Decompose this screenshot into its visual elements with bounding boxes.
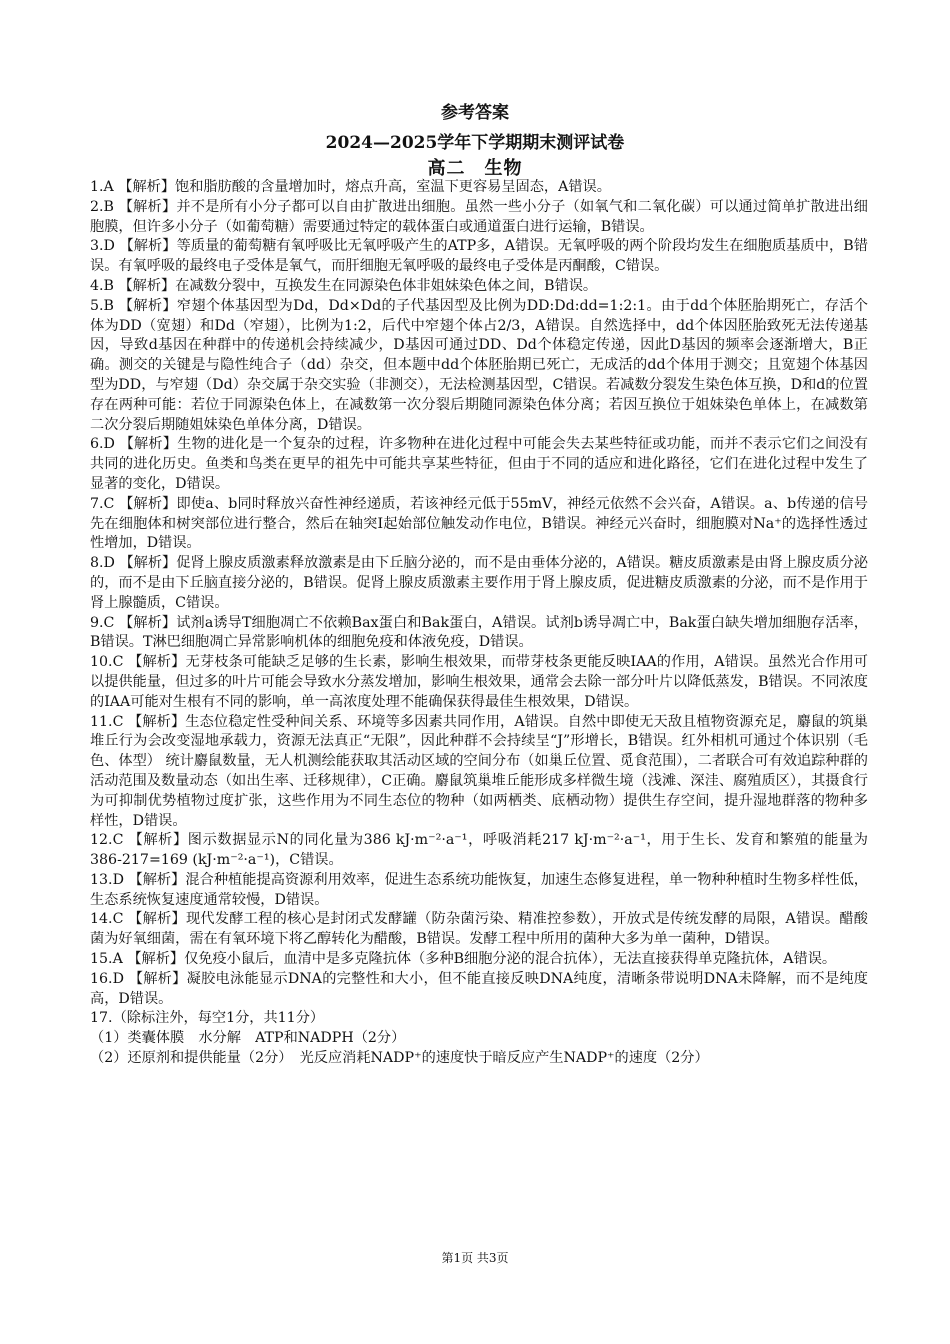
answer-17-part-1: （1）类囊体膜 水分解 ATP和NADPH（2分） — [90, 1030, 406, 1047]
answer-14: 14.C 【解析】现代发酵工程的核心是封闭式发酵罐（防杂菌污染、精准控参数），开放式是传统发酵的局限，A错误。醋酸菌为好氧细菌，需在有氧环境下将乙醇转化为醋酸，B错误。发酵工程中所用的菌种大多为单一菌种，D错误。 — [90, 911, 868, 948]
answer-17-part-2: （2）还原剂和提供能量（2分） 光反应消耗NADP⁺的速度快于暗反应产生NADP⁺的速度（2分） — [90, 1050, 709, 1067]
answer-2: 2.B 【解析】并不是所有小分子都可以自由扩散进出细胞。虽然一些小分子（如氧气和二氧化碳）可以通过简单扩散进出细胞膜，但许多小分子（如葡萄糖）需要通过特定的载体蛋白或通道蛋白进行运输，B错误。 — [90, 198, 868, 235]
grade-subject: 高二 生物 — [427, 158, 523, 179]
answer-13: 13.D 【解析】混合种植能提高资源利用效率，促进生态系统功能恢复，加速生态修复进程，单一物种种植时生物多样性低，生态系统恢复速度通常较慢，D错误。 — [90, 871, 868, 908]
answer-8: 8.D 【解析】促肾上腺皮质激素释放激素是由下丘脑分泌的，而不是由垂体分泌的，A错误。糖皮质激素是由肾上腺皮质分泌的，而不是由下丘脑直接分泌的，B错误。促肾上腺皮质激素主要作用于肾上腺皮质，促进糖皮质激素的分泌，而不是作用于肾上腺髓质，C错误。 — [90, 555, 868, 611]
answer-5: 5.B 【解析】窄翅个体基因型为Dd，Dd×Dd的子代基因型及比例为DD:Dd:dd=1:2:1。由于dd个体胚胎期死亡，存活个体为DD（宽翅）和Dd（窄翅），比例为1:2，后代中窄翅个体占2/3，A错误。自然选择中，dd个体因胚胎致死无法传递基因，导致d基因在种群中的传递机会持续减少，D基因可通过DD、Dd个体稳定传递，因此D基因的频率会逐渐增大，B正确。测交的关键是与隐性纯合子（dd）杂交，但本题中dd个体胚胎期已死亡，无成活的dd个体用于测交；且宽翅个体基因型为DD，与窄翅（Dd）杂交属于杂交实验（非测交），无法检测基因型，C错误。若减数分裂发生染色体互换，D和d的位置存在两种可能：若位于同源染色体上，在减数第一次分裂后期随同源染色体分离；若因互换位于姐妹染色单体上，在减数第二次分裂后期随姐妹染色单体分离，D错误。 — [90, 297, 868, 433]
answer-content — [90, 178, 868, 1069]
page-number: 第1页 共3页 — [441, 1251, 509, 1265]
exam-title: 2024—2025学年下学期期末测评试卷 — [325, 133, 625, 153]
answer-3: 3.D 【解析】等质量的葡萄糖有氧呼吸比无氧呼吸产生的ATP多，A错误。无氧呼吸的两个阶段均发生在细胞质基质中，B错误。有氧呼吸的最终电子受体是氧气，而肝细胞无氧呼吸的最终电子受体是丙酮酸，C错误。 — [90, 238, 868, 275]
answer-7: 7.C 【解析】即使a、b同时释放兴奋性神经递质，若该神经元低于55mV，神经元依然不会兴奋，A错误。a、b传递的信号先在细胞体和树突部位进行整合，然后在轴突I起始部位触发动作电位，B错误。神经元兴奋时，细胞膜对Na⁺的选择性透过性增加，D错误。 — [90, 495, 868, 552]
answer-4: 4.B 【解析】在减数分裂中，互换发生在同源染色体非姐妹染色体之间，B错误。 — [90, 277, 598, 294]
answer-11: 11.C 【解析】生态位稳定性受种间关系、环境等多因素共同作用，A错误。自然中即使无天敌且植物资源充足，麝鼠的筑巢堆丘行为会改变湿地承载力，资源无法真正“无限”，因此种群不会持续呈“J”形增长，B错误。红外相机可通过个体识别（毛色、体型） 统计麝鼠数量，无人机测绘能获取其活动区域的空间分布（如巢丘位置、觅食范围），二者联合可有效追踪种群的活动范围及数量动态（如出生率、迁移规律），C正确。麝鼠筑巢堆丘能形成多样微生境（浅滩、深洼、腐殖质区），其摄食行为可抑制优势植物过度扩张，这些作用为不同生态位的物种（如两栖类、底栖动物）提供生存空间，提升湿地群落的物种多样性，D错误。 — [90, 713, 868, 829]
answer-17-heading: 17.（除标注外，每空1分，共11分） — [90, 1010, 325, 1027]
answer-10: 10.C 【解析】无芽枝条可能缺乏足够的生长素，影响生根效果，而带芽枝条更能反映IAA的作用，A错误。虽然光合作用可以提供能量，但过多的叶片可能会导致水分蒸发增加，影响生根效果，通常会去除一部分叶片以降低蒸发，B错误。不同浓度的IAA可能对生根有不同的影响，单一高浓度处理不能确保获得最佳生根效果，D错误。 — [90, 654, 868, 710]
answer-12: 12.C 【解析】图示数据显示N的同化量为386 kJ·m⁻²·a⁻¹，呼吸消耗217 kJ·m⁻²·a⁻¹，用于生长、发育和繁殖的能量为386-217=169 (kJ·m⁻²·a⁻¹)，C错误。 — [90, 832, 868, 869]
answer-1: 1.A 【解析】饱和脂肪酸的含量增加时，熔点升高，室温下更容易呈固态，A错误。 — [90, 179, 611, 195]
answer-15: 15.A 【解析】仅免疫小鼠后，血清中是多克隆抗体（多种B细胞分泌的混合抗体），无法直接获得单克隆抗体，A错误。 — [90, 951, 837, 968]
answer-16: 16.D 【解析】凝胶电泳能显示DNA的完整性和大小，但不能直接反映DNA纯度，清晰条带说明DNA未降解，而不是纯度高，D错误。 — [90, 970, 868, 1007]
answer-6: 6.D 【解析】生物的进化是一个复杂的过程，许多物种在进化过程中可能会失去某些特征或功能，而并不表示它们之间没有共同的进化历史。鱼类和鸟类在更早的祖先中可能共享某些特征，但由于不同的适应和进化路径，它们在进化过程中发生了显著的变化，D错误。 — [90, 436, 868, 492]
answer-key-title: 参考答案 — [441, 103, 509, 123]
answer-9: 9.C 【解析】试剂a诱导T细胞凋亡不依赖Bax蛋白和Bak蛋白，A错误。试剂b诱导凋亡中，Bak蛋白缺失增加细胞存活率，B错误。T淋巴细胞凋亡异常影响机体的细胞免疫和体液免疫，D错误。 — [90, 614, 868, 651]
